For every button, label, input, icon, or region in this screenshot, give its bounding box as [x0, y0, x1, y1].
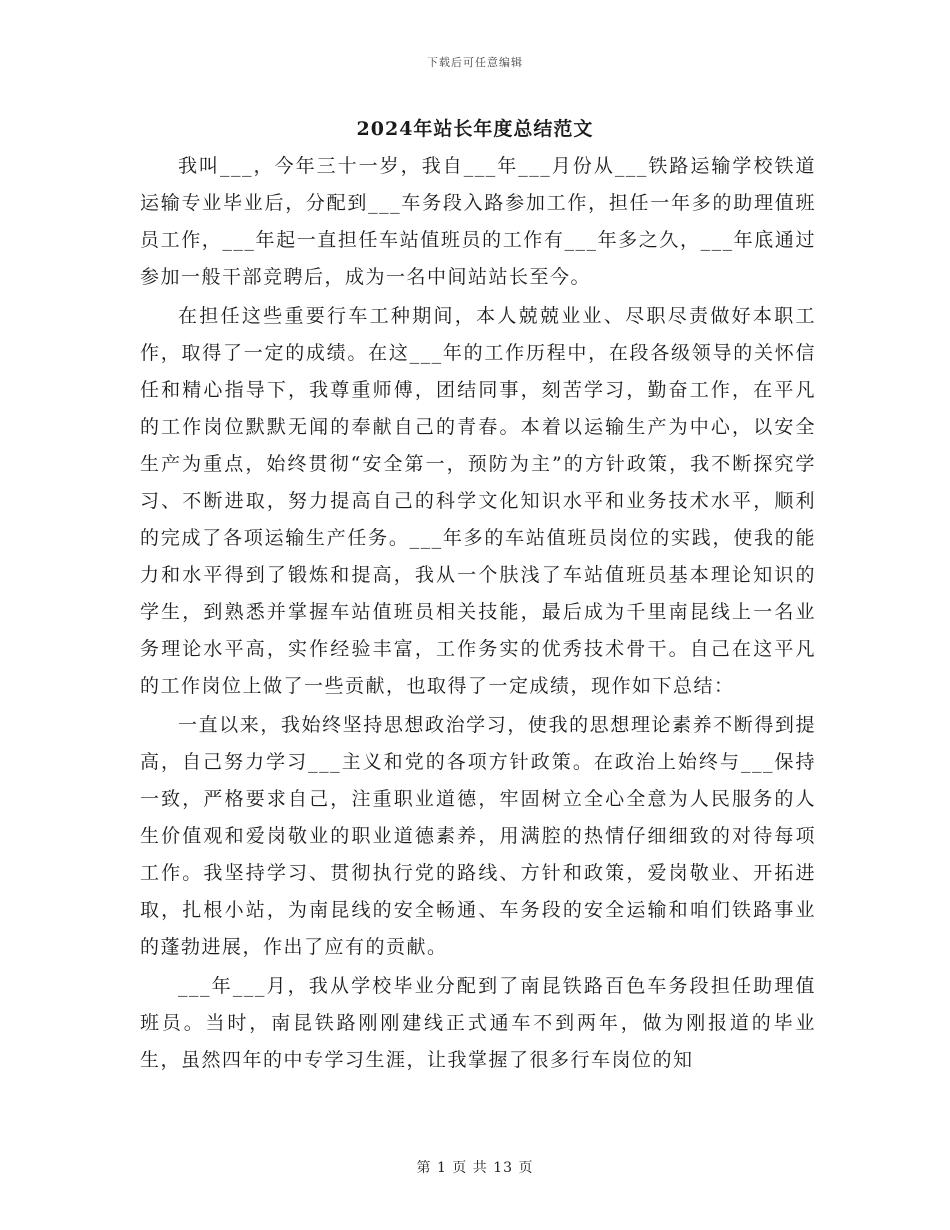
header-note: 下载后可任意编辑 [427, 56, 523, 69]
document-body [140, 148, 816, 1079]
paragraph-2: 在担任这些重要行车工种期间，本人兢兢业业、尽职尽责做好本职工作，取得了一定的成绩。在这___年的工作历程中，在段各级领导的关怀信任和精心指导下，我尊重师傅，团结同事，刻苦学习，勤奋工作，在平凡的工作岗位默默无闻的奉献自己的青春。本着以运输生产为中心，以安全生产为重点，始终贯彻“安全第一，预防为主”的方针政策，我不断探究学习、不断进取，努力提高自己的科学文化知识水平和业务技术水平，顺利的完成了各项运输生产任务。___年多的车站值班员岗位的实践，使我的能力和水平得到了锻炼和提高，我从一个肤浅了车站值班员基本理论知识的学生，到熟悉并掌握车站值班员相关技能，最后成为千里南昆线上一名业务理论水平高，实作经验丰富，工作务实的优秀技术骨干。自己在这平凡的工作岗位上做了一些贡献，也取得了一定成绩，现作如下总结： [140, 305, 816, 697]
paragraph-1: 我叫___，今年三十一岁，我自___年___月份从___铁路运输学校铁道运输专业毕业后，分配到___车务段入路参加工作，担任一年多的助理值班员工作，___年起一直担任车站值班员的工作有___年多之久，___年底通过参加一般干部竞聘后，成为一名中间站站长至今。 [140, 155, 816, 288]
document-title: 2024年站长年度总结范文 [356, 118, 594, 140]
paragraph-4: ___年___月，我从学校毕业分配到了南昆铁路百色车务段担任助理值班员。当时，南昆铁路刚刚建线正式通车不到两年，做为刚报道的毕业生，虽然四年的中专学习生涯，让我掌握了很多行车岗位的知 [140, 975, 816, 1071]
page-number: 第 1 页 共 13 页 [416, 1160, 534, 1176]
paragraph-3: 一直以来，我始终坚持思想政治学习，使我的思想理论素养不断得到提高，自己努力学习___主义和党的各项方针政策。在政治上始终与___保持一致，严格要求自己，注重职业道德，牢固树立全心全意为人民服务的人生价值观和爱岗敬业的职业道德素养，用满腔的热情仔细细致的对待每项工作。我坚持学习、贯彻执行党的路线、方针和政策，爱岗敬业、开拓进取，扎根小站，为南昆线的安全畅通、车务段的安全运输和咱们铁路事业的蓬勃进展，作出了应有的贡献。 [140, 714, 816, 958]
